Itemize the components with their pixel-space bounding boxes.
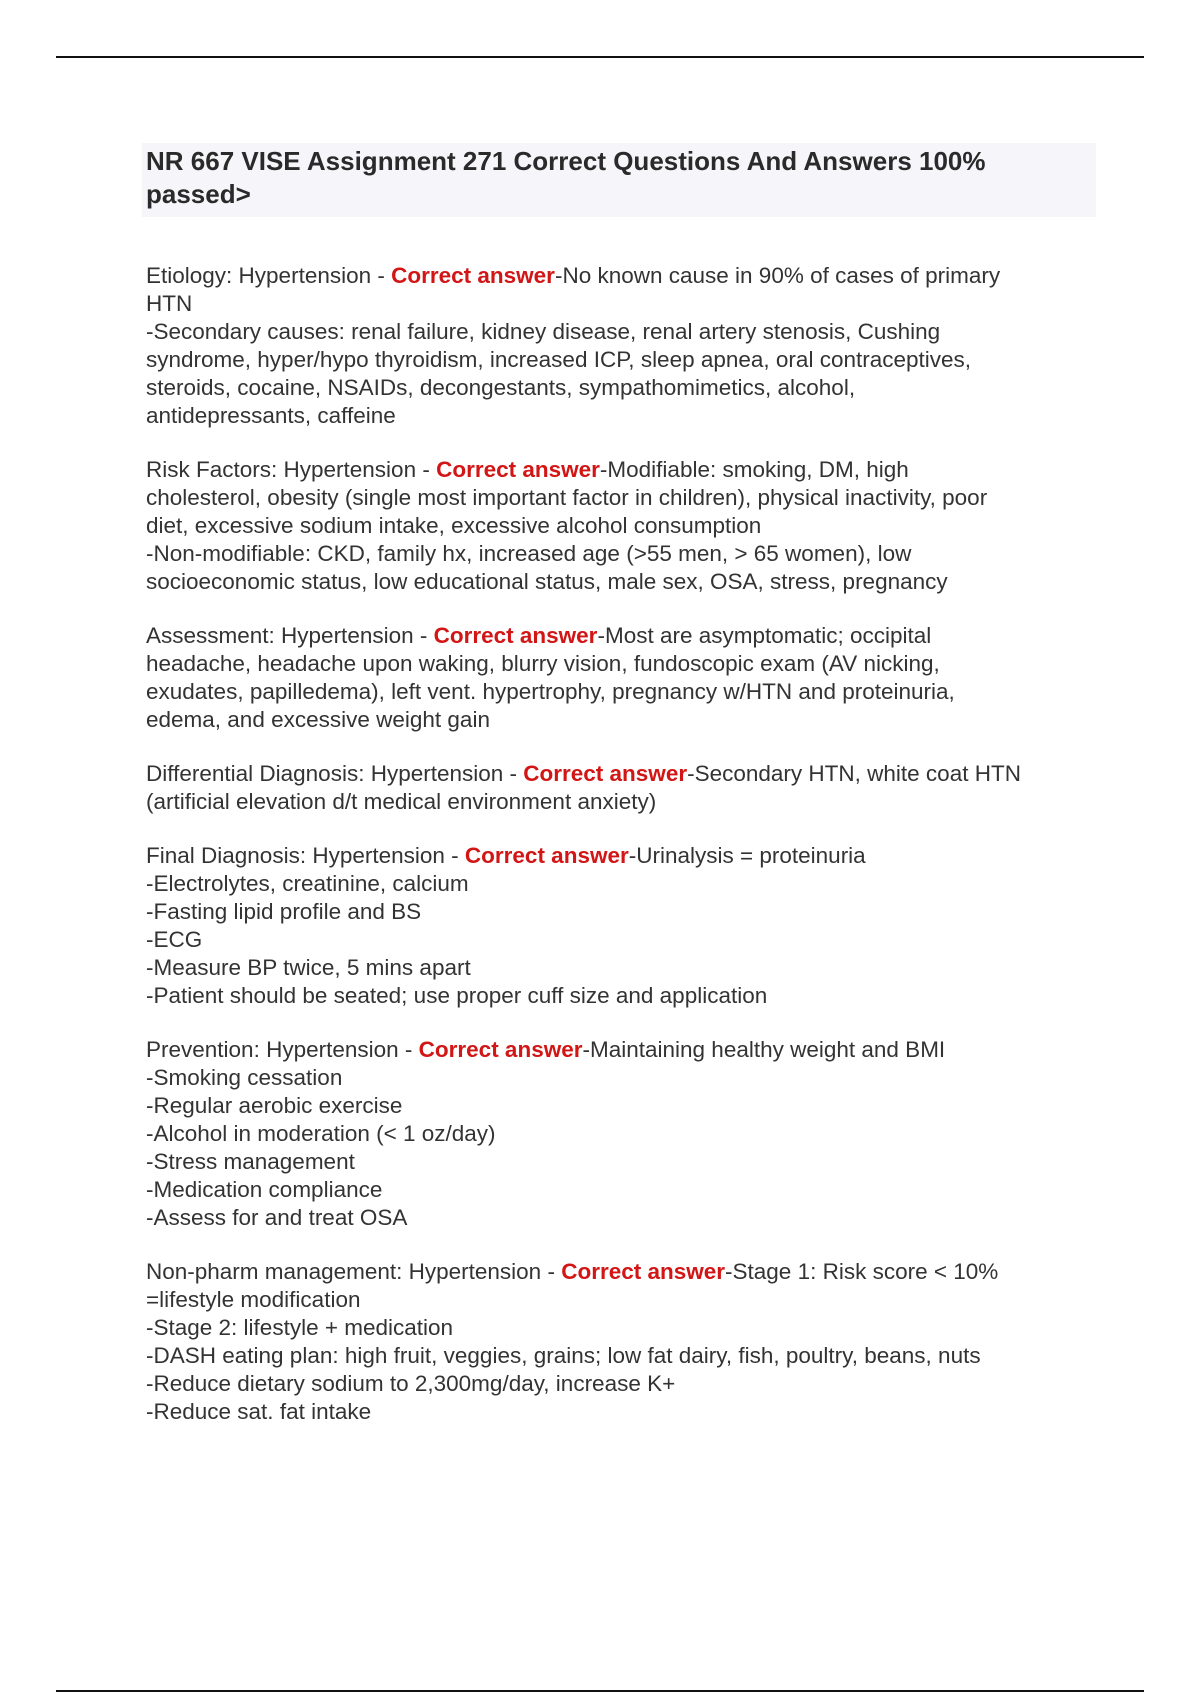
separator: - (541, 1259, 562, 1284)
question-text: Non-pharm management: Hypertension (146, 1259, 542, 1284)
separator: - (371, 263, 392, 288)
qa-item-non-pharm-management (146, 1258, 1096, 1426)
answer-line: -Smoking cessation (146, 1065, 343, 1090)
title-line-2: passed> (146, 179, 251, 209)
answer-line: -Reduce sat. fat intake (146, 1399, 372, 1424)
separator: - (444, 843, 465, 868)
answer-line: (artificial elevation d/t medical environment anxiety) (146, 789, 657, 814)
answer-line: -Fasting lipid profile and BS (146, 899, 422, 924)
answer-line: -Reduce dietary sodium to 2,300mg/day, increase K+ (146, 1371, 676, 1396)
question-text: Differential Diagnosis: Hypertension (146, 761, 504, 786)
bottom-rule (56, 1690, 1144, 1692)
qa-item-etiology (146, 262, 1096, 430)
answer-line: steroids, cocaine, NSAIDs, decongestants, sympathomimetics, alcohol, (146, 375, 856, 400)
title-block (142, 143, 1096, 217)
answer-line: -Electrolytes, creatinine, calcium (146, 871, 469, 896)
answer-line: exudates, papilledema), left vent. hypertrophy, pregnancy w/HTN and proteinuria, (146, 679, 955, 704)
qa-first-line (146, 1036, 1096, 1064)
separator: - (503, 761, 524, 786)
answer-line: -Assess for and treat OSA (146, 1205, 408, 1230)
question-text: Etiology: Hypertension (146, 263, 372, 288)
qa-item-assessment (146, 622, 1096, 734)
answer-text: -Modifiable: smoking, DM, high (599, 457, 909, 482)
answer-line: -Medication compliance (146, 1177, 383, 1202)
answer-line: -Stage 2: lifestyle + medication (146, 1315, 454, 1340)
answer-text: -Most are asymptomatic; occipital (597, 623, 932, 648)
correct-answer-label: Correct answer (464, 843, 629, 868)
question-text: Prevention: Hypertension (146, 1037, 399, 1062)
separator: - (413, 623, 434, 648)
answer-line: -Alcohol in moderation (< 1 oz/day) (146, 1121, 496, 1146)
answer-line: -Non-modifiable: CKD, family hx, increased age (>55 men, > 65 women), low (146, 541, 912, 566)
answer-line: =lifestyle modification (146, 1287, 361, 1312)
qa-first-line (146, 622, 1096, 650)
correct-answer-label: Correct answer (391, 263, 555, 288)
document-title (146, 145, 1092, 211)
qa-item-differential-diagnosis (146, 760, 1096, 816)
qa-item-risk-factors (146, 456, 1096, 596)
correct-answer-label: Correct answer (418, 1037, 583, 1062)
qa-first-line (146, 842, 1096, 870)
question-text: Assessment: Hypertension (146, 623, 414, 648)
separator: - (416, 457, 437, 482)
answer-line: socioeconomic status, low educational status, male sex, OSA, stress, pregnancy (146, 569, 948, 594)
answer-text: -No known cause in 90% of cases of primary (554, 263, 1001, 288)
qa-first-line (146, 1258, 1096, 1286)
question-text: Risk Factors: Hypertension (146, 457, 417, 482)
correct-answer-label: Correct answer (523, 761, 688, 786)
answer-line: -Regular aerobic exercise (146, 1093, 403, 1118)
answer-line: HTN (146, 291, 193, 316)
qa-first-line (146, 262, 1096, 290)
correct-answer-label: Correct answer (561, 1259, 726, 1284)
answer-line: cholesterol, obesity (single most important factor in children), physical inactivity, poor (146, 485, 988, 510)
qa-first-line (146, 456, 1096, 484)
answer-text: -Urinalysis = proteinuria (628, 843, 866, 868)
qa-first-line (146, 760, 1096, 788)
answer-line: -ECG (146, 927, 203, 952)
answer-line: diet, excessive sodium intake, excessive alcohol consumption (146, 513, 762, 538)
correct-answer-label: Correct answer (433, 623, 598, 648)
answer-line: -Secondary causes: renal failure, kidney disease, renal artery stenosis, Cushing (146, 319, 941, 344)
qa-item-final-diagnosis (146, 842, 1096, 1010)
qa-item-prevention (146, 1036, 1096, 1232)
correct-answer-label: Correct answer (436, 457, 600, 482)
qa-list (146, 262, 1096, 1452)
separator: - (398, 1037, 419, 1062)
answer-line: syndrome, hyper/hypo thyroidism, increased ICP, sleep apnea, oral contraceptives, (146, 347, 972, 372)
answer-line: edema, and excessive weight gain (146, 707, 490, 732)
answer-line: antidepressants, caffeine (146, 403, 396, 428)
answer-line: headache, headache upon waking, blurry vision, fundoscopic exam (AV nicking, (146, 651, 940, 676)
title-line-1: NR 667 VISE Assignment 271 Correct Questions And Answers 100% (146, 146, 986, 176)
answer-line: -Patient should be seated; use proper cuff size and application (146, 983, 768, 1008)
answer-text: -Stage 1: Risk score < 10% (725, 1259, 999, 1284)
answer-line: -Stress management (146, 1149, 355, 1174)
answer-text: -Secondary HTN, white coat HTN (687, 761, 1021, 786)
top-rule (56, 56, 1144, 58)
answer-line: -Measure BP twice, 5 mins apart (146, 955, 471, 980)
question-text: Final Diagnosis: Hypertension (146, 843, 445, 868)
answer-line: -DASH eating plan: high fruit, veggies, grains; low fat dairy, fish, poultry, beans, nuts (146, 1343, 981, 1368)
answer-text: -Maintaining healthy weight and BMI (582, 1037, 946, 1062)
